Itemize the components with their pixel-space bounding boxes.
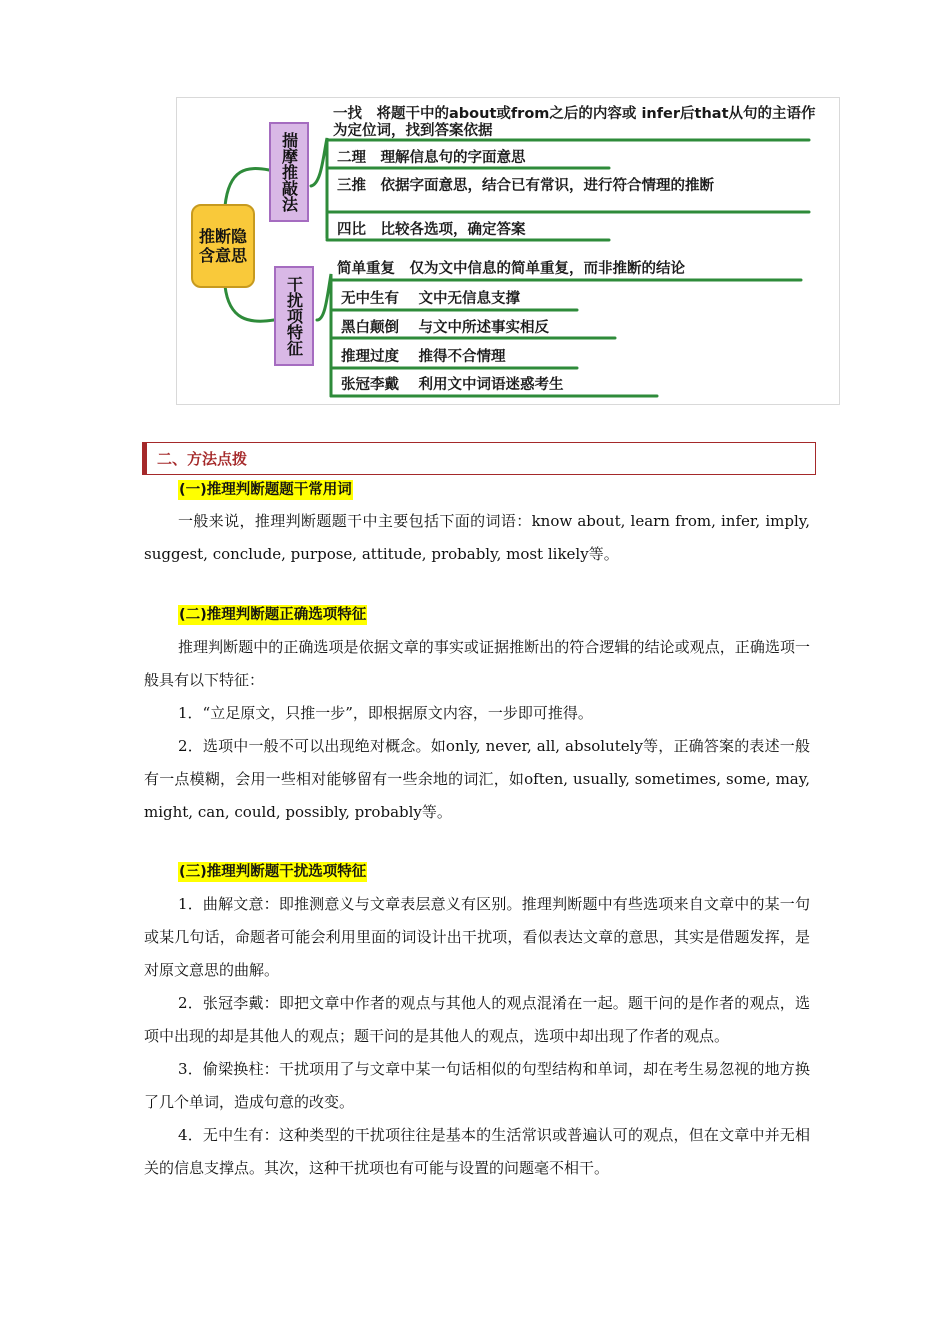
sub3-body <box>144 888 810 1185</box>
branch2-item-1: 简单重复 仅为文中信息的简单重复，而非推断的结论 <box>337 261 685 277</box>
branch2-item-5: 张冠李戴 利用文中词语迷惑考生 <box>341 377 564 393</box>
mind-map <box>176 97 840 405</box>
branch1-item-4: 四比 比较各选项，确定答案 <box>337 222 526 238</box>
paragraph: 1．“立足原文，只推一步”，即根据原文内容，一步即可推得。 <box>178 704 593 722</box>
subheading-1: (一)推理判断题题干常用词 <box>179 482 352 498</box>
paragraph: 一般来说，推理判断题题干中主要包括下面的词语：know about, learn from, infer, imply, suggest, conclude, purpose, attitude, probably, most likely等。 <box>144 512 810 563</box>
connector-root-branch2 <box>225 286 274 321</box>
sub1-body <box>144 505 810 571</box>
bracket-branch1 <box>311 138 327 238</box>
mindmap-branch-2: 干扰项特征 <box>274 266 314 366</box>
mindmap-branch-1: 揣摩推敲法 <box>269 122 309 222</box>
branch1-item-2: 二理 理解信息句的字面意思 <box>337 150 526 166</box>
paragraph: 2．选项中一般不可以出现绝对概念。如only, never, all, absolutely等，正确答案的表述一般有一点模糊，会用一些相对能够留有一些余地的词汇，如often, usually, sometimes, some, may, might, can, could, possibly, probably等。 <box>144 737 810 821</box>
section-header <box>142 442 816 475</box>
branch2-item-3: 黑白颠倒 与文中所述事实相反 <box>341 320 550 336</box>
branch2-item-4: 推理过度 推得不合情理 <box>341 349 506 365</box>
subheading-2: (二)推理判断题正确选项特征 <box>179 607 367 623</box>
sub2-body <box>144 631 810 829</box>
branch2-item-2: 无中生有 文中无信息支撑 <box>341 291 521 307</box>
paragraph: 4．无中生有：这种类型的干扰项往往是基本的生活常识或普遍认可的观点，但在文章中并无相关的信息支撑点。其次，这种干扰项也有可能与设置的问题毫不相干。 <box>144 1126 810 1177</box>
section-title: 二、方法点拨 <box>157 450 248 468</box>
paragraph: 3．偷梁换柱：干扰项用了与文章中某一句话相似的句型结构和单词，却在考生易忽视的地方换了几个单词，造成句意的改变。 <box>144 1060 810 1111</box>
branch1-item-1: 一找 将题干中的about或from之后的内容或 infer后that从句的主语作为定位词，找到答案依据 <box>333 106 816 139</box>
paragraph: 推理判断题中的正确选项是依据文章的事实或证据推断出的符合逻辑的结论或观点，正确选项一般具有以下特征： <box>144 638 810 689</box>
bracket-branch2 <box>317 274 331 396</box>
branch1-item-3: 三推 依据字面意思，结合已有常识，进行符合情理的推断 <box>337 178 714 194</box>
mindmap-root: 推断隐含意思 <box>191 204 255 288</box>
connector-root-branch1 <box>225 169 269 206</box>
paragraph: 2．张冠李戴：即把文章中作者的观点与其他人的观点混淆在一起。题干问的是作者的观点，选项中出现的却是其他人的观点；题干问的是其他人的观点，选项中却出现了作者的观点。 <box>144 994 810 1045</box>
section-accent-bar <box>143 443 147 474</box>
paragraph: 1．曲解文意：即推测意义与文章表层意义有区别。推理判断题中有些选项来自文章中的某一句或某几句话，命题者可能会利用里面的词设计出干扰项，看似表达文章的意思，其实是借题发挥，是对原文意思的曲解。 <box>144 895 810 979</box>
subheading-3: (三)推理判断题干扰选项特征 <box>179 864 367 880</box>
